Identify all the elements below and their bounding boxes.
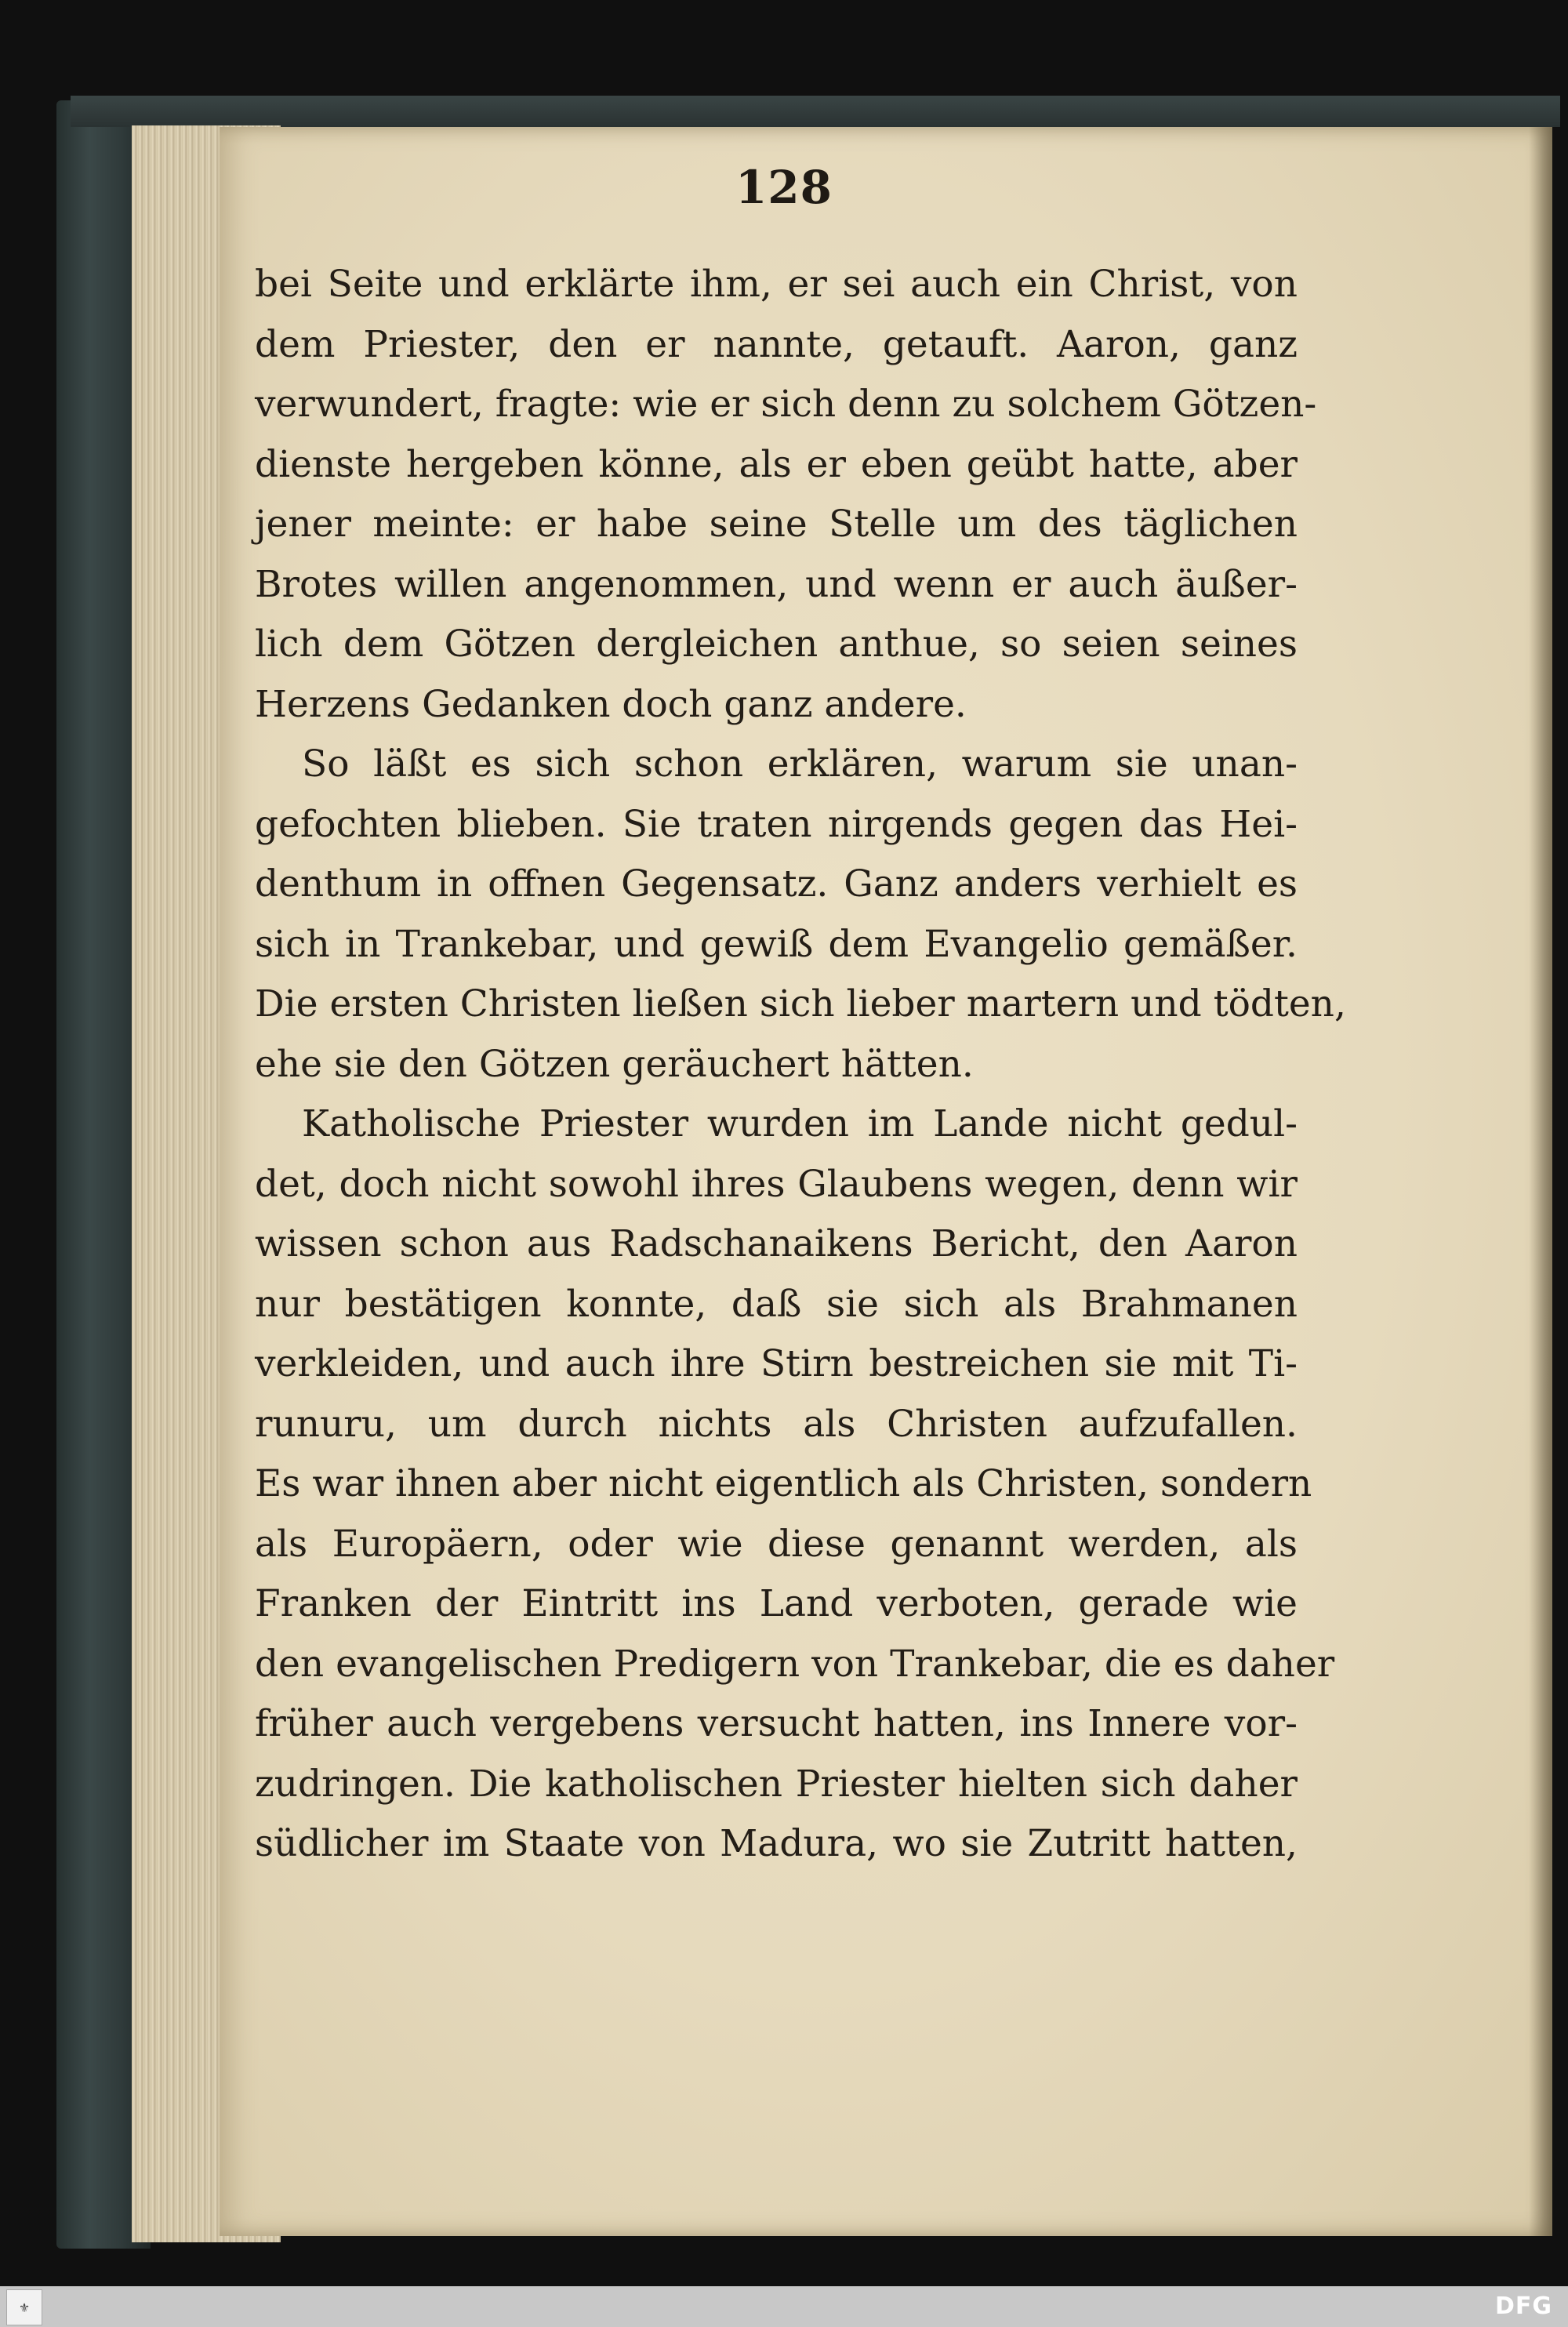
text-line: Katholische Priester wurden im Lande nicht gedul-: [302, 1102, 1298, 1145]
text-line: lich dem Götzen dergleichen anthue, so seien seines: [255, 623, 1298, 666]
library-logo-icon[interactable]: ⚜: [6, 2289, 42, 2325]
text-line: det, doch nicht sowohl ihres Glaubens wegen, denn wir: [255, 1162, 1298, 1206]
book-cover-top: [71, 96, 1560, 127]
text-line: verwundert, fragte: wie er sich denn zu solchem Götzen-: [255, 383, 1317, 426]
text-line: zudringen. Die katholischen Priester hielten sich daher: [255, 1762, 1298, 1806]
text-line: runuru, um durch nichts als Christen aufzufallen.: [255, 1402, 1298, 1446]
page-text: [255, 255, 1346, 1875]
text-line: Franken der Eintritt ins Land verboten, gerade wie: [255, 1582, 1298, 1625]
text-line: ehe sie den Götzen geräuchert hätten.: [255, 1042, 974, 1086]
text-line: Brotes willen angenommen, und wenn er auch äußer-: [255, 562, 1298, 606]
page-number: 128: [735, 161, 833, 214]
viewer-footer-bar: [0, 2286, 1568, 2327]
text-line: bei Seite und erklärte ihm, er sei auch ein Christ, von: [255, 263, 1298, 306]
text-line: So läßt es sich schon erklären, warum sie unan-: [302, 742, 1298, 786]
text-line: dem Priester, den er nannte, getauft. Aaron, ganz: [255, 322, 1298, 366]
text-line: gefochten blieben. Sie traten nirgends gegen das Hei-: [255, 802, 1298, 846]
text-line: dienste hergeben könne, als er eben geübt hatte, aber: [255, 442, 1298, 486]
dfg-logo[interactable]: DFG: [1494, 2293, 1552, 2320]
text-line: wissen schon aus Radschanaikens Bericht, den Aaron: [255, 1222, 1298, 1265]
text-line: verkleiden, und auch ihre Stirn bestreichen sie mit Ti-: [255, 1342, 1298, 1385]
text-line: den evangelischen Predigern von Trankebar, die es daher: [255, 1642, 1335, 1686]
text-line: denthum in offnen Gegensatz. Ganz anders verhielt es: [255, 862, 1298, 906]
page-gutter-shadow: [1529, 127, 1552, 2236]
text-line: früher auch vergebens versucht hatten, ins Innere vor-: [255, 1702, 1298, 1745]
text-line: Es war ihnen aber nicht eigentlich als Christen, sondern: [255, 1462, 1312, 1505]
text-line: Herzens Gedanken doch ganz andere.: [255, 682, 967, 726]
text-line: nur bestätigen konnte, daß sie sich als Brahmanen: [255, 1282, 1298, 1326]
text-line: Die ersten Christen ließen sich lieber martern und tödten,: [255, 982, 1346, 1026]
text-line: jener meinte: er habe seine Stelle um des täglichen: [255, 503, 1298, 546]
text-line: als Europäern, oder wie diese genannt werden, als: [255, 1522, 1298, 1566]
text-line: südlicher im Staate von Madura, wo sie Zutritt hatten,: [255, 1822, 1298, 1865]
text-line: sich in Trankebar, und gewiß dem Evangelio gemäßer.: [255, 922, 1298, 966]
